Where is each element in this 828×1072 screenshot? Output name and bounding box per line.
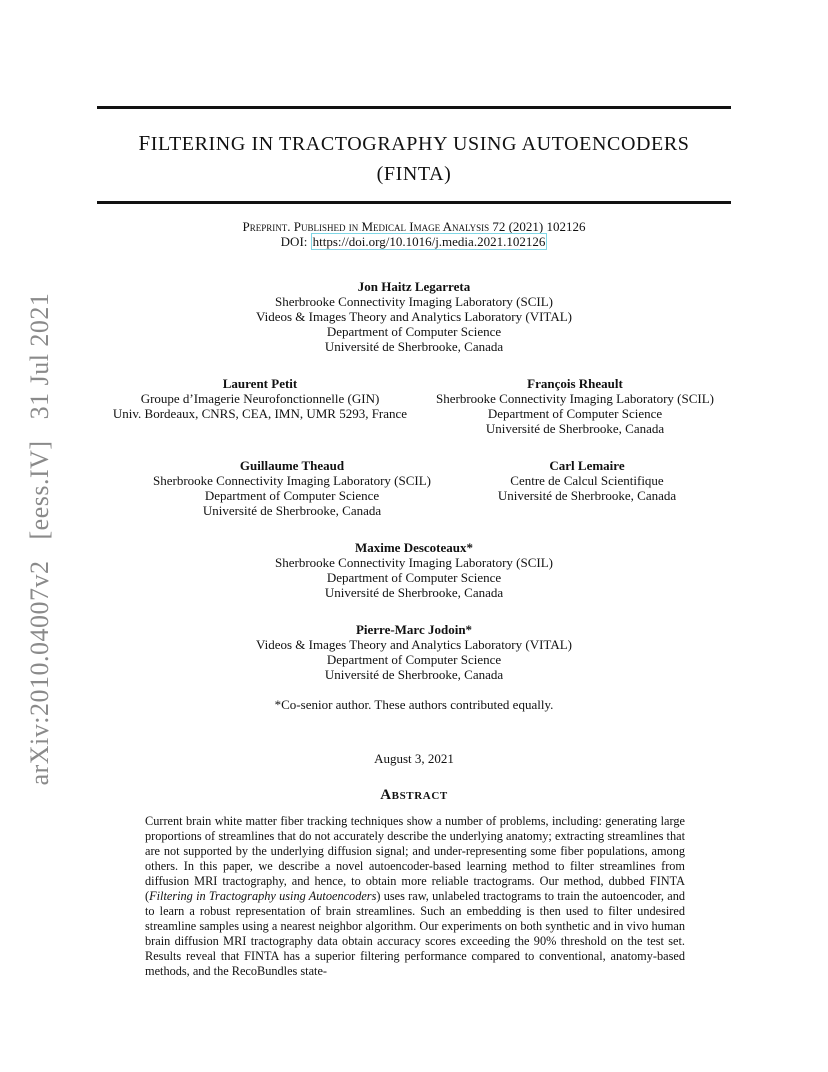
co-senior-note: *Co-senior author. These authors contributed equally. — [274, 697, 554, 712]
author-name: Jon Haitz Legarreta — [357, 279, 471, 294]
author-affiliation: Université de Sherbrooke, Canada — [485, 421, 665, 436]
doi-link[interactable]: https://doi.org/10.1016/j.media.2021.102126 — [312, 234, 546, 249]
author-affiliation: Department of Computer Science — [326, 652, 502, 667]
abstract-text-part2: ) uses raw, unlabeled tractograms to train the autoencoder, and to learn a robust representation of brain streamlines. Such an embedding is then used to filter undesired streamline samples using a nearest neighbor algorithm. Our experiments on both synthetic and in vivo human brain diffusion MRI tractography data obtain accuracy scores exceeding the 90% threshold on the test set. Results reveal that FINTA has a superior filtering performance compared to conventional, anatomy-based methods, and the RecoBundles state- — [145, 889, 685, 978]
title-line-1: FILTERING IN TRACTOGRAPHY USING AUTOENCODERS — [138, 131, 690, 155]
author-affiliation: Centre de Calcul Scientifique — [510, 473, 664, 488]
author-affiliation: Department of Computer Science — [326, 570, 502, 585]
author-affiliation: Sherbrooke Connectivity Imaging Laboratory (SCIL) — [153, 473, 431, 488]
author-affiliation: Université de Sherbrooke, Canada — [324, 667, 504, 682]
title-bottom-rule — [97, 201, 731, 204]
publication-info — [97, 219, 731, 249]
author-name: Carl Lemaire — [549, 458, 625, 473]
author-affiliation: Department of Computer Science — [326, 324, 502, 339]
author-affiliation: Department of Computer Science — [204, 488, 380, 503]
publication-line: Preprint. Published in Medical Image Analysis 72 (2021) 102126 — [242, 219, 586, 234]
abstract-heading: Abstract — [380, 787, 448, 803]
author-affiliation: Université de Sherbrooke, Canada — [324, 339, 504, 354]
author-affiliation: Sherbrooke Connectivity Imaging Laboratory (SCIL) — [275, 294, 553, 309]
author-block — [97, 279, 731, 354]
paper-date: August 3, 2021 — [374, 751, 454, 766]
author-affiliation: Sherbrooke Connectivity Imaging Laboratory (SCIL) — [275, 555, 553, 570]
author-affiliation: Univ. Bordeaux, CNRS, CEA, IMN, UMR 5293, France — [112, 406, 408, 421]
author-block — [425, 376, 725, 436]
author-affiliation: Université de Sherbrooke, Canada — [202, 503, 382, 518]
arxiv-date: 31 Jul 2021 — [25, 292, 54, 420]
author-block — [97, 622, 731, 682]
author-name: Guillaume Theaud — [239, 458, 345, 473]
doi-line — [97, 234, 731, 249]
title-line-2: (FINTA) — [376, 163, 452, 185]
paper-title — [97, 128, 731, 189]
arxiv-category: [eess.IV] — [25, 440, 54, 540]
author-name: Maxime Descoteaux* — [354, 540, 474, 555]
author-name: Pierre-Marc Jodoin* — [355, 622, 473, 637]
author-block — [100, 376, 420, 421]
author-affiliation: Department of Computer Science — [487, 406, 663, 421]
author-name: Laurent Petit — [222, 376, 298, 391]
author-affiliation: Groupe d’Imagerie Neurofonctionnelle (GIN) — [140, 391, 380, 406]
arxiv-id: arXiv:2010.04007v2 — [25, 560, 54, 786]
author-name: François Rheault — [527, 376, 623, 391]
doi-label: DOI: — [280, 234, 308, 249]
author-affiliation: Videos & Images Theory and Analytics Laboratory (VITAL) — [256, 637, 572, 652]
author-block — [142, 458, 442, 518]
abstract-text-italic: Filtering in Tractography using Autoencoders — [149, 889, 377, 903]
author-block — [472, 458, 702, 503]
abstract-text-part1: Current brain white matter fiber tracking techniques show a number of problems, including: generating large proportions of streamlines that do not accurately describe the underlying anatomy; extracting streamlines that are not supported by the underlying diffusion signal; and under-representing some fiber populations, among others. In this paper, we describe a novel autoencoder-based learning method to filter streamlines from diffusion MRI tractography, and hence, to obtain more reliable tractograms. Our method, dubbed FINTA ( — [145, 814, 685, 903]
author-affiliation: Videos & Images Theory and Analytics Laboratory (VITAL) — [256, 309, 572, 324]
author-affiliation: Sherbrooke Connectivity Imaging Laboratory (SCIL) — [436, 391, 714, 406]
author-affiliation: Université de Sherbrooke, Canada — [497, 488, 677, 503]
title-top-rule — [97, 106, 731, 109]
arxiv-sidebar-stamp — [20, 159, 60, 919]
author-affiliation: Université de Sherbrooke, Canada — [324, 585, 504, 600]
abstract-body — [145, 814, 685, 979]
author-block — [97, 540, 731, 600]
